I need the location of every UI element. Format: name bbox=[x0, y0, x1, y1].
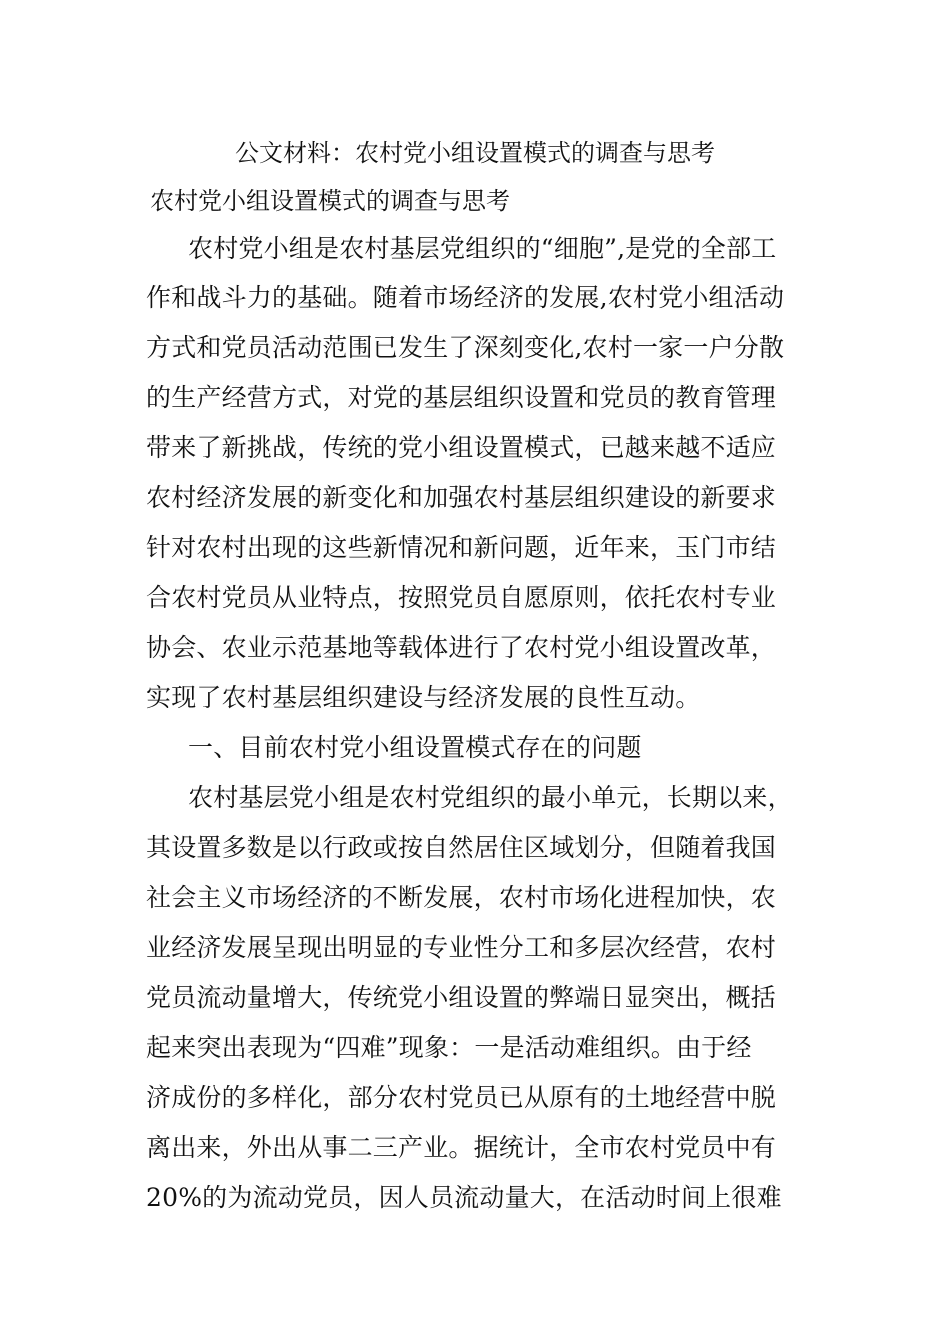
paragraph-line: 合农村党员从业特点，按照党员自愿原则，依托农村专业 bbox=[146, 583, 777, 612]
paragraph-line: 实现了农村基层组织建设与经济发展的良性互动。 bbox=[146, 683, 701, 712]
paragraph-line: 济成份的多样化，部分农村党员已从原有的土地经营中脱 bbox=[146, 1083, 777, 1112]
paragraph-line: 社会主义市场经济的不断发展，农村市场化进程加快，农 bbox=[146, 883, 777, 912]
paragraph-line: 农村党小组是农村基层党组织的“细胞”,是党的全部工 bbox=[188, 234, 777, 263]
paragraph-line: 业经济发展呈现出明显的专业性分工和多层次经营，农村 bbox=[146, 933, 777, 962]
paragraph-line: 其设置多数是以行政或按自然居住区域划分，但随着我国 bbox=[146, 833, 777, 862]
paragraph-line: 农村经济发展的新变化和加强农村基层组织建设的新要求 bbox=[146, 483, 777, 512]
paragraph-line: 作和战斗力的基础。随着市场经济的发展,农村党小组活动 bbox=[146, 283, 785, 312]
section-heading: 一、目前农村党小组设置模式存在的问题 bbox=[188, 733, 642, 762]
paragraph-line: 带来了新挑战，传统的党小组设置模式，已越来越不适应 bbox=[146, 433, 777, 462]
paragraph-line: 起来突出表现为“四难”现象：一是活动难组织。由于经 bbox=[146, 1033, 752, 1062]
paragraph-line: 20%的为流动党员，因人员流动量大，在活动时间上很难 bbox=[146, 1183, 782, 1212]
paragraph-line: 协会、农业示范基地等载体进行了农村党小组设置改革， bbox=[146, 633, 777, 662]
paragraph-line: 针对农村出现的这些新情况和新问题，近年来，玉门市结 bbox=[146, 533, 777, 562]
paragraph-line: 农村基层党小组是农村党组织的最小单元，长期以来， bbox=[188, 783, 793, 812]
document-subtitle: 农村党小组设置模式的调查与思考 bbox=[150, 187, 510, 215]
document-title: 公文材料：农村党小组设置模式的调查与思考 bbox=[235, 139, 715, 167]
paragraph-line: 的生产经营方式，对党的基层组织设置和党员的教育管理 bbox=[146, 383, 777, 412]
paragraph-line: 离出来，外出从事二三产业。据统计，全市农村党员中有 bbox=[146, 1133, 777, 1162]
paragraph-line: 方式和党员活动范围已发生了深刻变化,农村一家一户分散 bbox=[146, 333, 785, 362]
paragraph-line: 党员流动量增大，传统党小组设置的弊端日显突出，概括 bbox=[146, 983, 777, 1012]
